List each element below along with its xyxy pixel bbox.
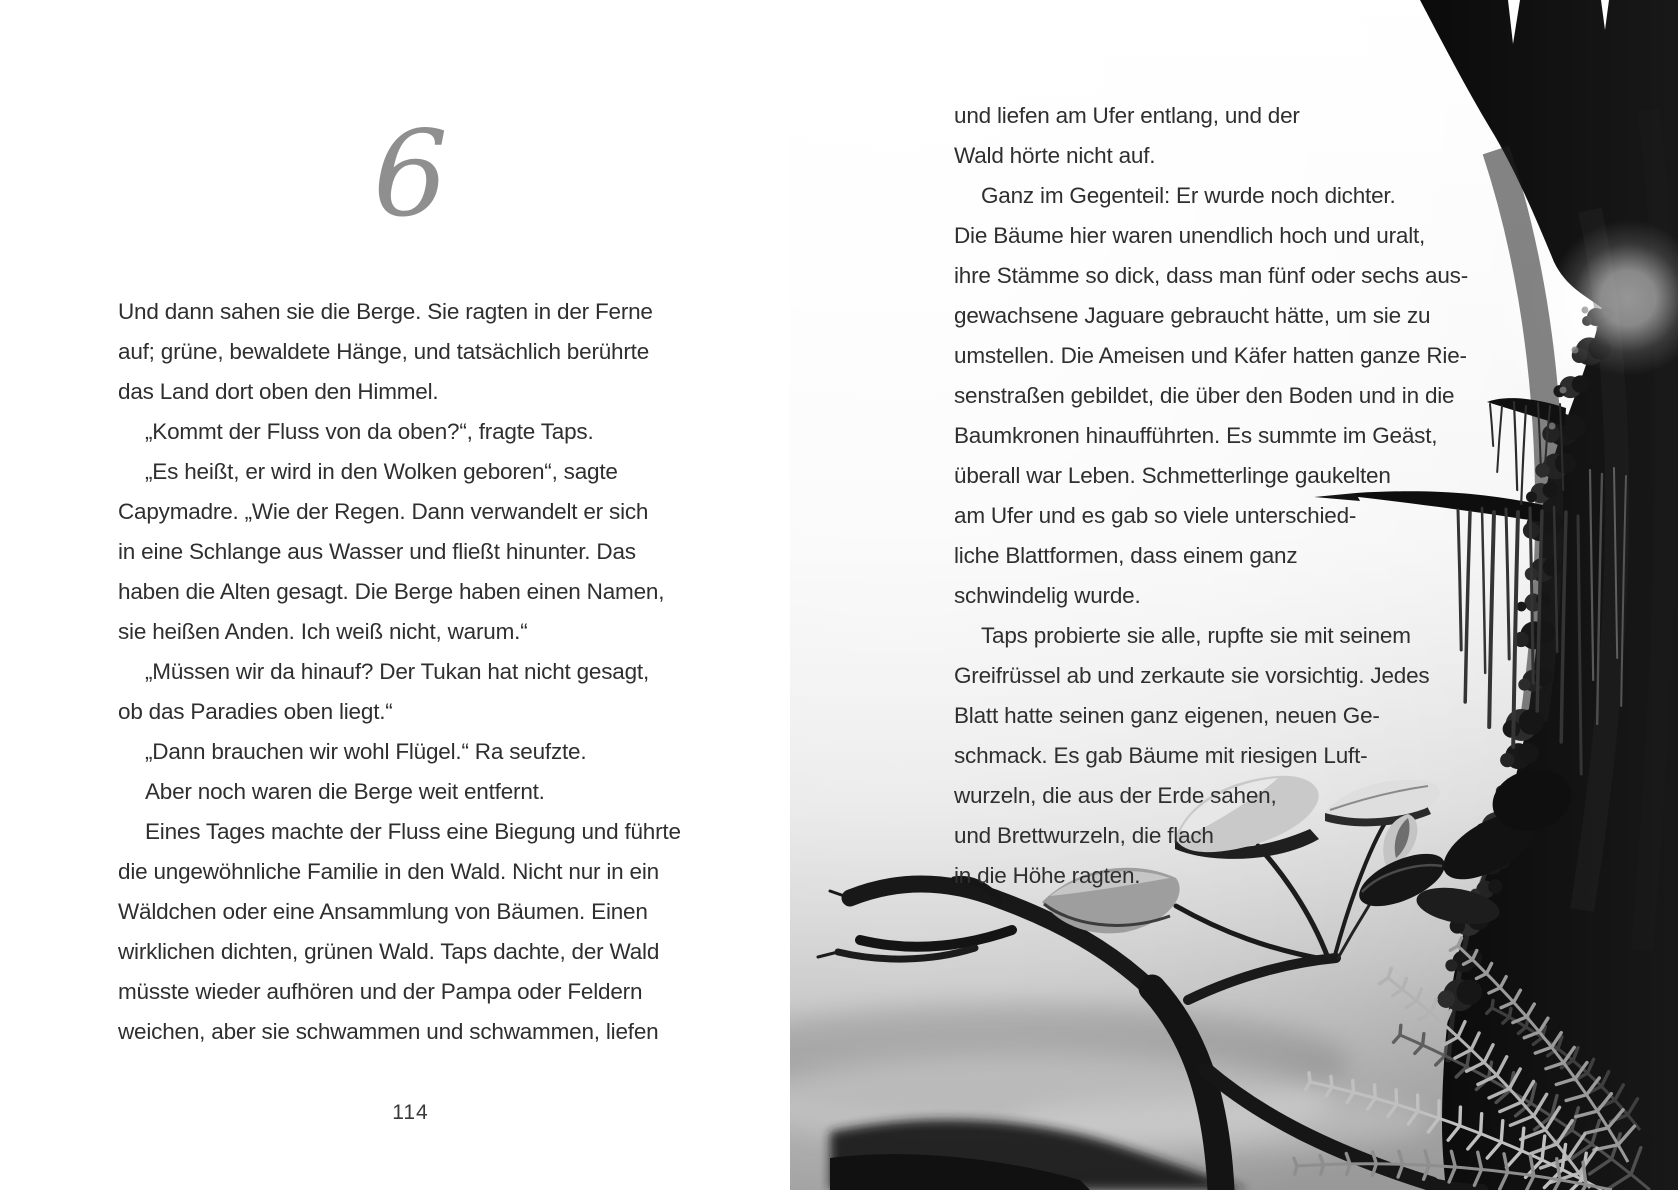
body-line: Aber noch waren die Berge weit entfernt.: [145, 779, 545, 804]
body-line: Baumkronen hinaufführten. Es summte im Geäst,: [954, 423, 1438, 448]
body-line: Blatt hatte seinen ganz eigenen, neuen Ge-: [954, 703, 1380, 728]
frond-leaflet: [1522, 1128, 1524, 1151]
body-line: überall war Leben. Schmetterlinge gaukelten: [954, 463, 1391, 488]
frond-leaflet: [1353, 1080, 1354, 1092]
frond-leaflet: [1467, 1052, 1469, 1067]
body-line: Die Bäume hier waren unendlich hoch und uralt,: [954, 223, 1426, 248]
left-page-text: [118, 292, 728, 1052]
moss-blob: [1542, 482, 1558, 498]
frond-leaflet: [1295, 1166, 1297, 1174]
body-line: Wäldchen oder eine Ansammlung von Bäumen. Einen: [118, 899, 648, 924]
body-line: wurzeln, die aus der Erde sahen,: [954, 783, 1277, 808]
body-line: und Brettwurzeln, die flach: [954, 823, 1214, 848]
body-line: müsste wieder aufhören und der Pampa oder Feldern: [118, 979, 643, 1004]
moss-blob: [1526, 491, 1537, 502]
body-line: schmack. Es gab Bäume mit riesigen Luft-: [954, 743, 1368, 768]
right-page-text: [954, 96, 1514, 896]
page-number: 114: [392, 1101, 429, 1124]
body-line: Capymadre. „Wie der Regen. Dann verwandelt er sich: [118, 499, 649, 524]
body-line: sie heißen Anden. Ich weiß nicht, warum.“: [118, 619, 528, 644]
body-line: am Ufer und es gab so viele unterschied-: [954, 503, 1357, 528]
body-line: Wald hörte nicht auf.: [954, 143, 1156, 168]
body-line: umstellen. Die Ameisen und Käfer hatten ganze Rie-: [954, 343, 1467, 368]
body-line: Taps probierte sie alle, rupfte sie mit seinem: [981, 623, 1411, 648]
body-line: liche Blattformen, dass einem ganz: [954, 543, 1298, 568]
body-line: weichen, aber sie schwammen und schwammen, liefen: [118, 1019, 659, 1044]
body-line: das Land dort oben den Himmel.: [118, 379, 439, 404]
frond-leaflet: [1460, 1107, 1461, 1126]
chapter-number: 6: [372, 105, 449, 243]
left-page: [0, 0, 790, 1190]
body-line: „Müssen wir da hinauf? Der Tukan hat nicht gesagt,: [145, 659, 650, 684]
body-line: „Es heißt, er wird in den Wolken geboren“, sagte: [145, 459, 618, 484]
body-line: Und dann sahen sie die Berge. Sie ragten in der Ferne: [118, 299, 653, 324]
body-line: senstraßen gebildet, die über den Boden und in die: [954, 383, 1455, 408]
frond-leaflet: [1501, 1121, 1503, 1142]
moss-lit-rim: [1560, 387, 1567, 394]
body-line: Ganz im Gegenteil: Er wurde noch dichter.: [981, 183, 1396, 208]
moss-blob: [1535, 463, 1549, 477]
body-line: „Kommt der Fluss von da oben?“, fragte Taps.: [145, 419, 594, 444]
moss-blob: [1445, 959, 1457, 971]
body-line: wirklichen dichten, grünen Wald. Taps dachte, der Wald: [118, 939, 660, 964]
body-line: auf; grüne, bewaldete Hänge, und tatsächlich berührte: [118, 339, 650, 364]
moss-blob: [1519, 709, 1545, 735]
body-line: die ungewöhnliche Familie in den Wald. Nicht nur in ein: [118, 859, 659, 884]
moss-blob: [1518, 679, 1530, 691]
body-line: gewachsene Jaguare gebraucht hätte, um sie zu: [954, 303, 1431, 328]
body-line: und liefen am Ufer entlang, und der: [954, 103, 1300, 128]
moss-lit-rim: [1549, 423, 1556, 430]
frond-leaflet: [1423, 1034, 1424, 1045]
body-line: schwindelig wurde.: [954, 583, 1141, 608]
moss-blob: [1543, 557, 1562, 576]
body-line: „Dann brauchen wir wohl Flügel.“ Ra seufzte.: [145, 739, 587, 764]
body-line: haben die Alten gesagt. Die Berge haben einen Namen,: [118, 579, 665, 604]
moss-blob: [1456, 979, 1482, 1005]
body-line: ob das Paradies oben liegt.“: [118, 699, 393, 724]
moss-blob: [1516, 602, 1526, 612]
body-line: in die Höhe ragten.: [954, 863, 1141, 888]
moss-blob: [1572, 375, 1590, 393]
moss-blob: [1533, 621, 1555, 643]
body-line: ihre Stämme so dick, dass man fünf oder sechs aus-: [954, 263, 1468, 288]
frond-leaflet: [1481, 1114, 1482, 1134]
moss-blob: [1437, 990, 1455, 1008]
moss-blob: [1555, 453, 1576, 474]
frond-leaflet: [1375, 1085, 1376, 1098]
body-line: Greifrüssel ab und zerkaute sie vorsichtig. Jedes: [954, 663, 1430, 688]
moss-blob: [1518, 743, 1539, 764]
body-line: Eines Tages machte der Fluss eine Biegung und führte: [145, 819, 681, 844]
body-line: in eine Schlange aus Wasser und fließt hinunter. Das: [118, 539, 636, 564]
